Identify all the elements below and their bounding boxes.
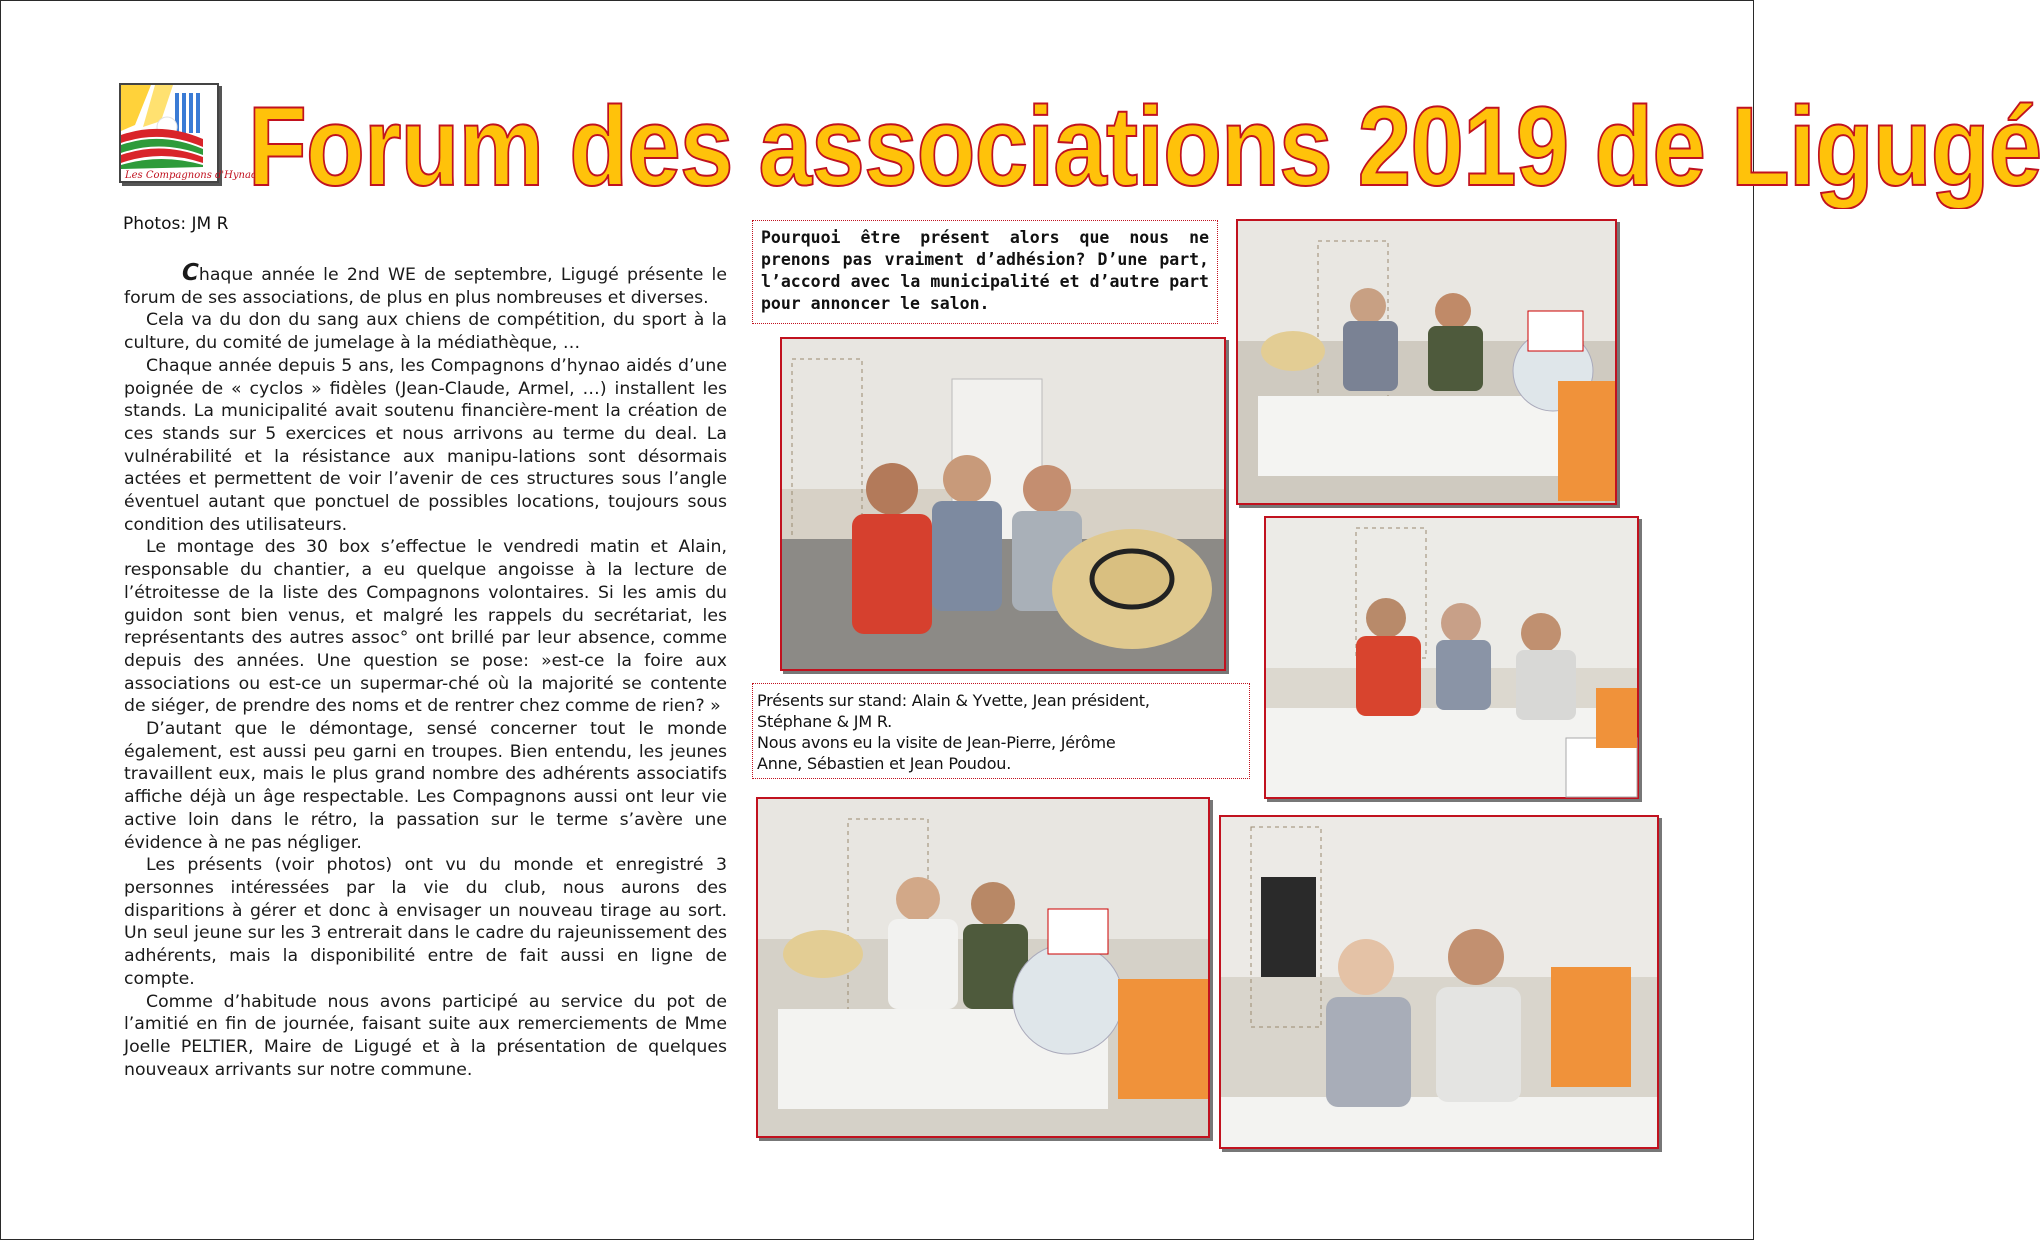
attendees-box — [752, 683, 1250, 779]
drop-cap: C — [182, 260, 199, 286]
article-body — [124, 262, 727, 1081]
page-title: Forum des associations 2019 de Ligugé — [248, 84, 2041, 209]
paragraph-1 — [124, 262, 727, 309]
attendees-line-4: Anne, Sébastien et Jean Poudou. — [757, 754, 1012, 773]
attendees-line-1: Présents sur stand: Alain & Yvette, Jean président, — [757, 691, 1150, 710]
why-present-box: Pourquoi être présent alors que nous ne prenons pas vraiment d’adhésion? D’une part, l’accord avec la municipalité et d’autre part pour annoncer le salon. — [752, 220, 1218, 324]
photo-stand-5 — [1219, 815, 1659, 1149]
paragraph-6: Les présents (voir photos) ont vu du monde et enregistré 3 personnes intéressées par la vie du club, nous aurons des disparitions à gérer et donc à envisager un nouveau tirage au sort. Un seul jeune sur les 3 entrerait dans le cadre du rajeunissement des adhérents, mais la disponibilité entre de fait aussi en ligne de compte. — [124, 855, 727, 989]
paragraph-1-text: haque année le 2nd WE de septembre, Ligugé présente le forum de ses associations, de plus en plus nombreuses et diverses. — [124, 265, 727, 308]
logo-text: Les Compagnons d'Hynao — [125, 170, 257, 181]
paragraph-5: D’autant que le démontage, sensé concerner tout le monde également, est aussi peu garni en troupes. Bien entendu, les jeunes travaillent eux, mais le plus grand nombre des adhérents associatifs affiche déjà un âge respectable. Les Compagnons aussi ont leur vie active loin dans le rétro, la passation sur le terme s’avère une évidence à ne pas négliger. — [124, 719, 727, 853]
photo-credit: Photos: JM R — [123, 214, 229, 234]
paragraph-3: Chaque année depuis 5 ans, les Compagnons d’hynao aidés d’une poignée de « cyclos » fidèles (Jean-Claude, Armel, …) installent les stands. La municipalité avait soutenu financière-ment la création de ces stands sur 5 exercices et nous arrivons au terme du deal. La vulnérabilité et la résistance aux manipu-lations sont désormais actées et permettent de voir l’avenir de ces structures sous l’angle éventuel autant que ponctuel de possibles locations, toujours sous condition des utilisateurs. — [124, 355, 727, 535]
paragraph-2: Cela va du don du sang aux chiens de compétition, du sport à la culture, du comité de jumelage à la médiathèque, … — [124, 310, 727, 354]
photo-stand-1 — [780, 337, 1226, 671]
attendees-line-2: Stéphane & JM R. — [757, 712, 893, 731]
photo-stand-2 — [1236, 219, 1617, 505]
paragraph-4: Le montage des 30 box s’effectue le vendredi matin et Alain, responsable du chantier, a eu quelque angoisse à la lecture de l’étroitesse de la liste des Compagnons volontaires. Si les amis du guidon sont bien venus, et malgré les rappels du secrétariat, les représentants des autres assoc° ont brillé par leur absence, comme depuis des années. Une question se pose: »est-ce la foire aux associations ou est-ce un supermar-ché où la majorité se contente de siéger, de prendre des noms et de rentrer chez comme de rien? » — [124, 537, 727, 717]
photo-stand-3 — [1264, 516, 1639, 799]
attendees-line-3: Nous avons eu la visite de Jean-Pierre, Jérôme — [757, 733, 1116, 752]
photo-stand-4 — [756, 797, 1210, 1138]
paragraph-7: Comme d’habitude nous avons participé au service du pot de l’amitié en fin de journée, faisant suite aux remerciements de Mme Joelle PELTIER, Maire de Ligugé et à la présentation de quelques nouveaux arrivants sur notre commune. — [124, 991, 727, 1080]
club-logo — [119, 83, 257, 183]
